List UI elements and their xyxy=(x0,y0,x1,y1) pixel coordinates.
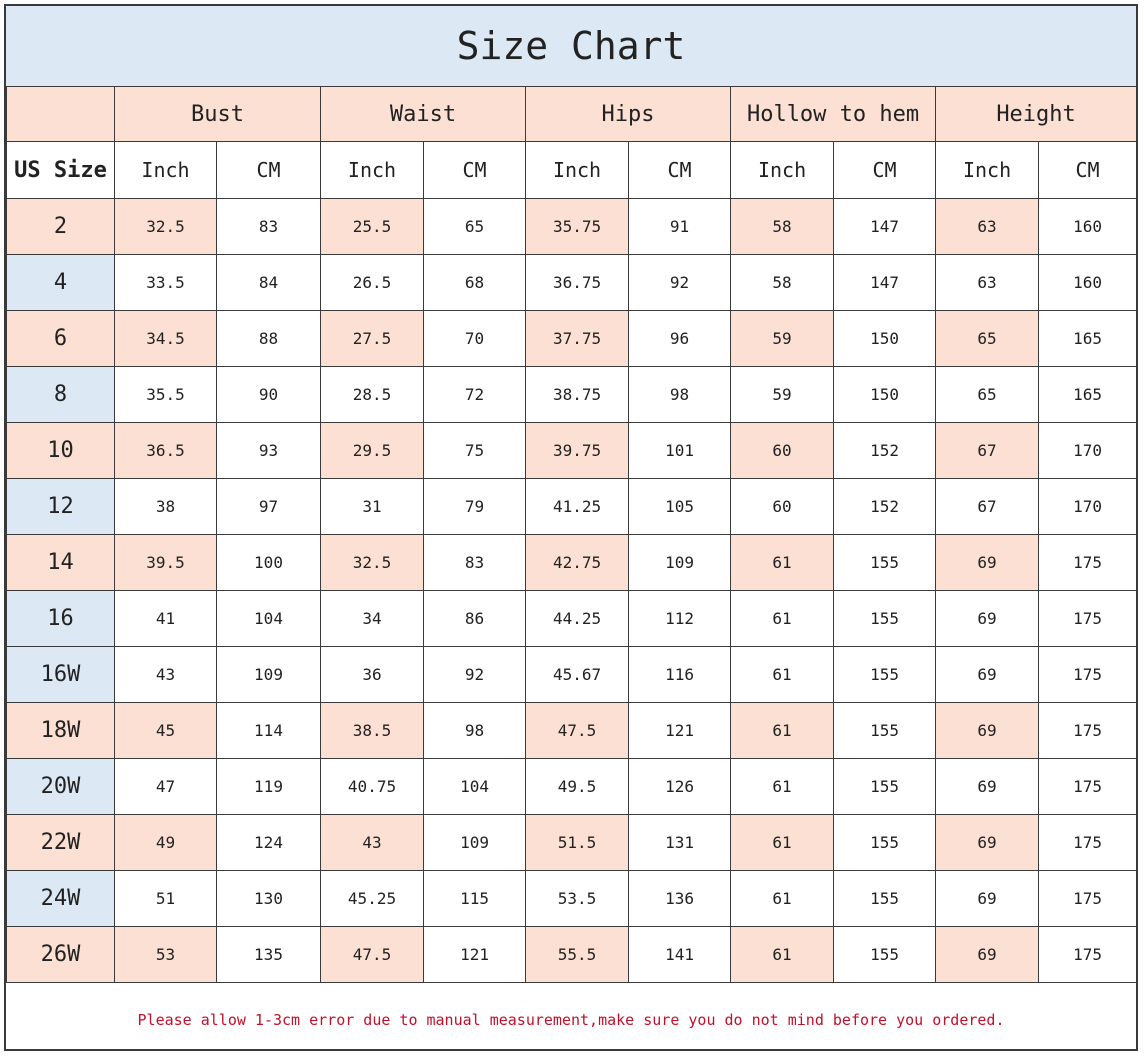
unit-cm-header: CM xyxy=(424,142,526,199)
table-row xyxy=(7,311,1137,367)
cm-value-cell: 65 xyxy=(424,199,526,255)
table-row xyxy=(7,703,1137,759)
cm-value-cell: 155 xyxy=(834,815,936,871)
size-cell: 16W xyxy=(7,647,115,703)
inch-value-cell: 45.67 xyxy=(526,647,629,703)
cm-value-cell: 150 xyxy=(834,311,936,367)
cm-value-cell: 109 xyxy=(629,535,731,591)
inch-value-cell: 38 xyxy=(115,479,217,535)
inch-value-cell: 69 xyxy=(936,927,1039,983)
inch-value-cell: 29.5 xyxy=(321,423,424,479)
cm-value-cell: 155 xyxy=(834,759,936,815)
inch-value-cell: 28.5 xyxy=(321,367,424,423)
cm-value-cell: 119 xyxy=(217,759,321,815)
inch-value-cell: 34 xyxy=(321,591,424,647)
unit-inch-header: Inch xyxy=(321,142,424,199)
inch-value-cell: 47 xyxy=(115,759,217,815)
cm-value-cell: 175 xyxy=(1039,759,1137,815)
cm-value-cell: 155 xyxy=(834,591,936,647)
unit-cm-header: CM xyxy=(1039,142,1137,199)
inch-value-cell: 53 xyxy=(115,927,217,983)
table-row xyxy=(7,479,1137,535)
inch-value-cell: 67 xyxy=(936,423,1039,479)
inch-value-cell: 36 xyxy=(321,647,424,703)
cm-value-cell: 126 xyxy=(629,759,731,815)
size-cell: 6 xyxy=(7,311,115,367)
cm-value-cell: 84 xyxy=(217,255,321,311)
cm-value-cell: 160 xyxy=(1039,255,1137,311)
cm-value-cell: 155 xyxy=(834,871,936,927)
cm-value-cell: 175 xyxy=(1039,703,1137,759)
unit-inch-header: Inch xyxy=(731,142,834,199)
measurement-note: Please allow 1-3cm error due to manual measurement,make sure you do not mind before you ordered. xyxy=(137,1011,1005,1029)
size-chart xyxy=(4,4,1138,1051)
size-cell: 4 xyxy=(7,255,115,311)
inch-value-cell: 43 xyxy=(115,647,217,703)
cm-value-cell: 121 xyxy=(629,703,731,759)
inch-value-cell: 47.5 xyxy=(526,703,629,759)
cm-value-cell: 155 xyxy=(834,927,936,983)
cm-value-cell: 165 xyxy=(1039,311,1137,367)
inch-value-cell: 37.75 xyxy=(526,311,629,367)
inch-value-cell: 41.25 xyxy=(526,479,629,535)
cm-value-cell: 79 xyxy=(424,479,526,535)
cm-value-cell: 104 xyxy=(217,591,321,647)
inch-value-cell: 39.75 xyxy=(526,423,629,479)
table-row xyxy=(7,871,1137,927)
cm-value-cell: 152 xyxy=(834,479,936,535)
cm-value-cell: 175 xyxy=(1039,927,1137,983)
inch-value-cell: 61 xyxy=(731,591,834,647)
size-cell: 10 xyxy=(7,423,115,479)
us-size-header: US Size xyxy=(7,142,115,199)
cm-value-cell: 88 xyxy=(217,311,321,367)
inch-value-cell: 27.5 xyxy=(321,311,424,367)
inch-value-cell: 58 xyxy=(731,255,834,311)
inch-value-cell: 49.5 xyxy=(526,759,629,815)
size-cell: 8 xyxy=(7,367,115,423)
cm-value-cell: 175 xyxy=(1039,535,1137,591)
inch-value-cell: 43 xyxy=(321,815,424,871)
inch-value-cell: 35.5 xyxy=(115,367,217,423)
group-bust-header: Bust xyxy=(115,87,321,142)
cm-value-cell: 91 xyxy=(629,199,731,255)
inch-value-cell: 45.25 xyxy=(321,871,424,927)
inch-value-cell: 67 xyxy=(936,479,1039,535)
inch-value-cell: 34.5 xyxy=(115,311,217,367)
cm-value-cell: 75 xyxy=(424,423,526,479)
inch-value-cell: 61 xyxy=(731,815,834,871)
inch-value-cell: 61 xyxy=(731,535,834,591)
cm-value-cell: 93 xyxy=(217,423,321,479)
cm-value-cell: 98 xyxy=(424,703,526,759)
unit-cm-header: CM xyxy=(217,142,321,199)
inch-value-cell: 40.75 xyxy=(321,759,424,815)
inch-value-cell: 45 xyxy=(115,703,217,759)
group-height-header: Height xyxy=(936,87,1137,142)
inch-value-cell: 60 xyxy=(731,423,834,479)
group-waist-header: Waist xyxy=(321,87,526,142)
cm-value-cell: 100 xyxy=(217,535,321,591)
table-row xyxy=(7,815,1137,871)
inch-value-cell: 38.75 xyxy=(526,367,629,423)
inch-value-cell: 31 xyxy=(321,479,424,535)
corner-cell xyxy=(7,87,115,142)
size-chart-title: Size Chart xyxy=(6,6,1136,88)
inch-value-cell: 69 xyxy=(936,759,1039,815)
group-header-row xyxy=(7,87,1137,142)
inch-value-cell: 65 xyxy=(936,311,1039,367)
inch-value-cell: 38.5 xyxy=(321,703,424,759)
cm-value-cell: 116 xyxy=(629,647,731,703)
cm-value-cell: 155 xyxy=(834,647,936,703)
table-row xyxy=(7,255,1137,311)
cm-value-cell: 72 xyxy=(424,367,526,423)
cm-value-cell: 68 xyxy=(424,255,526,311)
cm-value-cell: 92 xyxy=(424,647,526,703)
inch-value-cell: 59 xyxy=(731,367,834,423)
table-row xyxy=(7,423,1137,479)
inch-value-cell: 33.5 xyxy=(115,255,217,311)
inch-value-cell: 32.5 xyxy=(115,199,217,255)
cm-value-cell: 160 xyxy=(1039,199,1137,255)
inch-value-cell: 51.5 xyxy=(526,815,629,871)
size-cell: 26W xyxy=(7,927,115,983)
table-row xyxy=(7,759,1137,815)
cm-value-cell: 147 xyxy=(834,255,936,311)
inch-value-cell: 60 xyxy=(731,479,834,535)
inch-value-cell: 61 xyxy=(731,871,834,927)
unit-cm-header: CM xyxy=(629,142,731,199)
cm-value-cell: 130 xyxy=(217,871,321,927)
cm-value-cell: 101 xyxy=(629,423,731,479)
cm-value-cell: 152 xyxy=(834,423,936,479)
inch-value-cell: 35.75 xyxy=(526,199,629,255)
inch-value-cell: 61 xyxy=(731,647,834,703)
cm-value-cell: 131 xyxy=(629,815,731,871)
cm-value-cell: 121 xyxy=(424,927,526,983)
cm-value-cell: 96 xyxy=(629,311,731,367)
table-row xyxy=(7,367,1137,423)
cm-value-cell: 155 xyxy=(834,703,936,759)
cm-value-cell: 175 xyxy=(1039,647,1137,703)
cm-value-cell: 175 xyxy=(1039,591,1137,647)
inch-value-cell: 63 xyxy=(936,199,1039,255)
inch-value-cell: 61 xyxy=(731,759,834,815)
inch-value-cell: 26.5 xyxy=(321,255,424,311)
size-cell: 12 xyxy=(7,479,115,535)
inch-value-cell: 69 xyxy=(936,647,1039,703)
inch-value-cell: 58 xyxy=(731,199,834,255)
cm-value-cell: 141 xyxy=(629,927,731,983)
cm-value-cell: 83 xyxy=(217,199,321,255)
table-row xyxy=(7,927,1137,983)
unit-inch-header: Inch xyxy=(936,142,1039,199)
table-row xyxy=(7,647,1137,703)
cm-value-cell: 90 xyxy=(217,367,321,423)
inch-value-cell: 41 xyxy=(115,591,217,647)
cm-value-cell: 105 xyxy=(629,479,731,535)
inch-value-cell: 47.5 xyxy=(321,927,424,983)
cm-value-cell: 170 xyxy=(1039,479,1137,535)
cm-value-cell: 135 xyxy=(217,927,321,983)
size-cell: 2 xyxy=(7,199,115,255)
inch-value-cell: 42.75 xyxy=(526,535,629,591)
inch-value-cell: 63 xyxy=(936,255,1039,311)
group-hollow-to-hem-header: Hollow to hem xyxy=(731,87,936,142)
size-cell: 20W xyxy=(7,759,115,815)
size-cell: 24W xyxy=(7,871,115,927)
cm-value-cell: 98 xyxy=(629,367,731,423)
inch-value-cell: 36.75 xyxy=(526,255,629,311)
inch-value-cell: 51 xyxy=(115,871,217,927)
inch-value-cell: 25.5 xyxy=(321,199,424,255)
cm-value-cell: 124 xyxy=(217,815,321,871)
inch-value-cell: 61 xyxy=(731,927,834,983)
cm-value-cell: 147 xyxy=(834,199,936,255)
inch-value-cell: 69 xyxy=(936,591,1039,647)
inch-value-cell: 36.5 xyxy=(115,423,217,479)
inch-value-cell: 69 xyxy=(936,815,1039,871)
cm-value-cell: 109 xyxy=(424,815,526,871)
cm-value-cell: 92 xyxy=(629,255,731,311)
table-row xyxy=(7,199,1137,255)
size-cell: 22W xyxy=(7,815,115,871)
inch-value-cell: 49 xyxy=(115,815,217,871)
inch-value-cell: 69 xyxy=(936,703,1039,759)
unit-cm-header: CM xyxy=(834,142,936,199)
unit-inch-header: Inch xyxy=(526,142,629,199)
inch-value-cell: 69 xyxy=(936,871,1039,927)
inch-value-cell: 39.5 xyxy=(115,535,217,591)
cm-value-cell: 104 xyxy=(424,759,526,815)
cm-value-cell: 150 xyxy=(834,367,936,423)
unit-inch-header: Inch xyxy=(115,142,217,199)
table-row xyxy=(7,591,1137,647)
cm-value-cell: 175 xyxy=(1039,871,1137,927)
cm-value-cell: 86 xyxy=(424,591,526,647)
inch-value-cell: 53.5 xyxy=(526,871,629,927)
inch-value-cell: 55.5 xyxy=(526,927,629,983)
cm-value-cell: 70 xyxy=(424,311,526,367)
inch-value-cell: 59 xyxy=(731,311,834,367)
inch-value-cell: 65 xyxy=(936,367,1039,423)
size-cell: 14 xyxy=(7,535,115,591)
inch-value-cell: 69 xyxy=(936,535,1039,591)
size-cell: 18W xyxy=(7,703,115,759)
cm-value-cell: 83 xyxy=(424,535,526,591)
cm-value-cell: 97 xyxy=(217,479,321,535)
size-cell: 16 xyxy=(7,591,115,647)
cm-value-cell: 114 xyxy=(217,703,321,759)
inch-value-cell: 61 xyxy=(731,703,834,759)
cm-value-cell: 109 xyxy=(217,647,321,703)
cm-value-cell: 115 xyxy=(424,871,526,927)
size-table xyxy=(6,86,1137,983)
cm-value-cell: 136 xyxy=(629,871,731,927)
table-row xyxy=(7,535,1137,591)
cm-value-cell: 165 xyxy=(1039,367,1137,423)
cm-value-cell: 155 xyxy=(834,535,936,591)
inch-value-cell: 44.25 xyxy=(526,591,629,647)
group-hips-header: Hips xyxy=(526,87,731,142)
unit-header-row xyxy=(7,142,1137,199)
cm-value-cell: 112 xyxy=(629,591,731,647)
inch-value-cell: 32.5 xyxy=(321,535,424,591)
cm-value-cell: 170 xyxy=(1039,423,1137,479)
cm-value-cell: 175 xyxy=(1039,815,1137,871)
